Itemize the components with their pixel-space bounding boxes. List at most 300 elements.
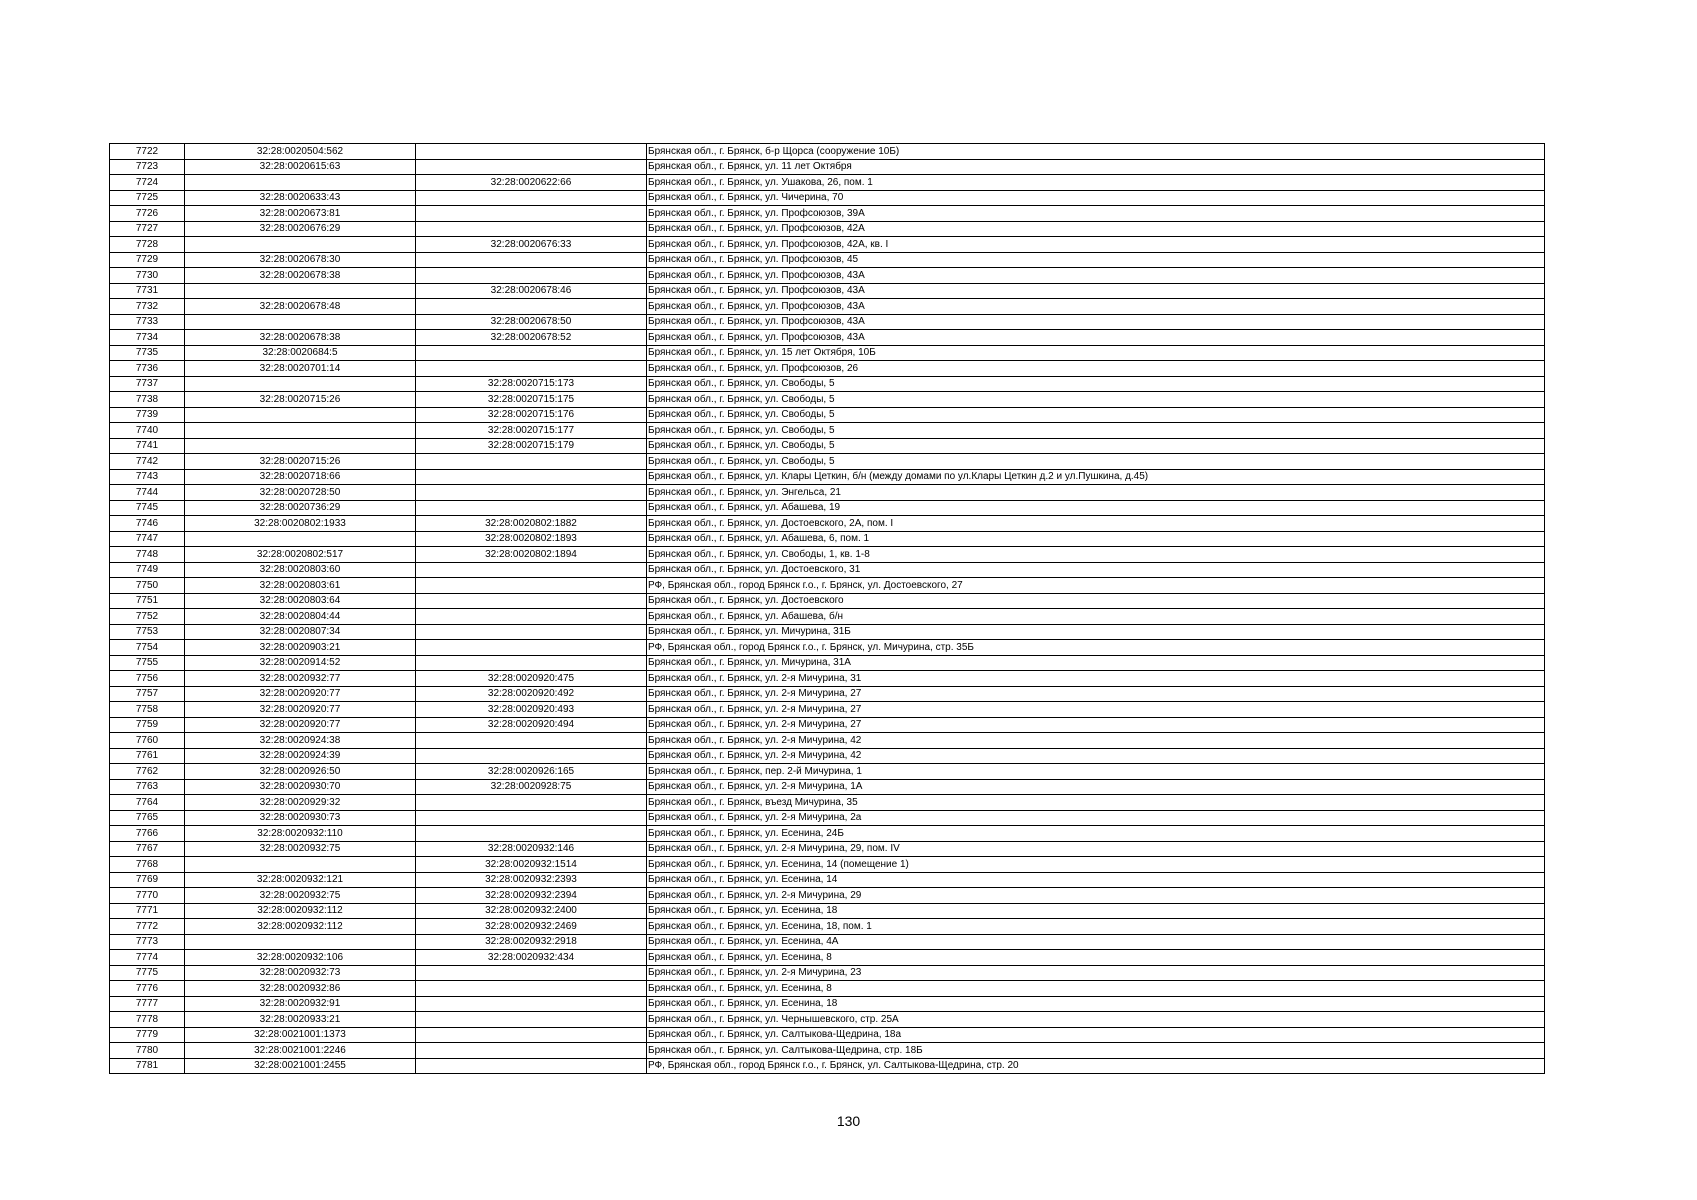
address-cell: Брянская обл., г. Брянск, ул. Энгельса, 21 <box>647 485 1545 501</box>
land-cadastral-number-cell: 32:28:0020932:106 <box>185 950 416 966</box>
object-cadastral-number-cell: 32:28:0020920:475 <box>416 671 647 687</box>
object-cadastral-number-cell: 32:28:0020715:176 <box>416 407 647 423</box>
object-cadastral-number-cell <box>416 159 647 175</box>
land-cadastral-number-cell: 32:28:0020926:50 <box>185 764 416 780</box>
row-number-cell: 7725 <box>110 190 185 206</box>
land-cadastral-number-cell: 32:28:0020914:52 <box>185 655 416 671</box>
row-number-cell: 7769 <box>110 872 185 888</box>
address-cell: Брянская обл., г. Брянск, ул. Есенина, 8 <box>647 950 1545 966</box>
object-cadastral-number-cell <box>416 965 647 981</box>
land-cadastral-number-cell: 32:28:0020929:32 <box>185 795 416 811</box>
object-cadastral-number-cell: 32:28:0020932:2394 <box>416 888 647 904</box>
address-cell: Брянская обл., г. Брянск, б-р Щорса (сооружение 10Б) <box>647 144 1545 160</box>
table-row <box>110 888 1545 904</box>
land-cadastral-number-cell: 32:28:0020932:112 <box>185 919 416 935</box>
row-number-cell: 7750 <box>110 578 185 594</box>
address-cell: Брянская обл., г. Брянск, ул. Свободы, 5 <box>647 407 1545 423</box>
table-row <box>110 500 1545 516</box>
object-cadastral-number-cell <box>416 748 647 764</box>
object-cadastral-number-cell <box>416 469 647 485</box>
object-cadastral-number-cell <box>416 252 647 268</box>
land-cadastral-number-cell: 32:28:0021001:1373 <box>185 1027 416 1043</box>
object-cadastral-number-cell <box>416 485 647 501</box>
row-number-cell: 7746 <box>110 516 185 532</box>
row-number-cell: 7747 <box>110 531 185 547</box>
row-number-cell: 7751 <box>110 593 185 609</box>
land-cadastral-number-cell: 32:28:0020736:29 <box>185 500 416 516</box>
row-number-cell: 7760 <box>110 733 185 749</box>
table-row <box>110 748 1545 764</box>
object-cadastral-number-cell: 32:28:0020932:2469 <box>416 919 647 935</box>
table-row <box>110 485 1545 501</box>
table-row <box>110 764 1545 780</box>
table-row <box>110 919 1545 935</box>
table-row <box>110 144 1545 160</box>
land-cadastral-number-cell: 32:28:0020932:86 <box>185 981 416 997</box>
row-number-cell: 7730 <box>110 268 185 284</box>
row-number-cell: 7732 <box>110 299 185 315</box>
address-cell: Брянская обл., г. Брянск, ул. Достоевского, 31 <box>647 562 1545 578</box>
address-cell: РФ, Брянская обл., город Брянск г.о., г. Брянск, ул. Достоевского, 27 <box>647 578 1545 594</box>
table-row <box>110 190 1545 206</box>
row-number-cell: 7748 <box>110 547 185 563</box>
object-cadastral-number-cell: 32:28:0020932:146 <box>416 841 647 857</box>
row-number-cell: 7781 <box>110 1058 185 1074</box>
row-number-cell: 7749 <box>110 562 185 578</box>
land-cadastral-number-cell <box>185 175 416 191</box>
land-cadastral-number-cell: 32:28:0020802:517 <box>185 547 416 563</box>
land-cadastral-number-cell: 32:28:0020924:38 <box>185 733 416 749</box>
land-cadastral-number-cell: 32:28:0020932:77 <box>185 671 416 687</box>
object-cadastral-number-cell <box>416 454 647 470</box>
land-cadastral-number-cell: 32:28:0020678:38 <box>185 330 416 346</box>
row-number-cell: 7741 <box>110 438 185 454</box>
object-cadastral-number-cell: 32:28:0020676:33 <box>416 237 647 253</box>
object-cadastral-number-cell <box>416 1027 647 1043</box>
table-row <box>110 795 1545 811</box>
table-row <box>110 299 1545 315</box>
table-row <box>110 283 1545 299</box>
object-cadastral-number-cell <box>416 624 647 640</box>
address-cell: Брянская обл., г. Брянск, ул. Профсоюзов, 45 <box>647 252 1545 268</box>
address-cell: Брянская обл., г. Брянск, ул. Профсоюзов, 39А <box>647 206 1545 222</box>
land-cadastral-number-cell: 32:28:0021001:2455 <box>185 1058 416 1074</box>
table-row <box>110 361 1545 377</box>
table-row <box>110 376 1545 392</box>
object-cadastral-number-cell: 32:28:0020932:2400 <box>416 903 647 919</box>
address-cell: Брянская обл., г. Брянск, ул. Свободы, 5 <box>647 438 1545 454</box>
object-cadastral-number-cell: 32:28:0020715:177 <box>416 423 647 439</box>
table-row <box>110 1058 1545 1074</box>
table-row <box>110 810 1545 826</box>
row-number-cell: 7737 <box>110 376 185 392</box>
page-number: 130 <box>836 1113 861 1129</box>
row-number-cell: 7728 <box>110 237 185 253</box>
table-row <box>110 996 1545 1012</box>
object-cadastral-number-cell <box>416 1012 647 1028</box>
row-number-cell: 7738 <box>110 392 185 408</box>
registry-table-body <box>110 144 1545 1074</box>
row-number-cell: 7756 <box>110 671 185 687</box>
address-cell: Брянская обл., г. Брянск, ул. Есенина, 14 (помещение 1) <box>647 857 1545 873</box>
address-cell: Брянская обл., г. Брянск, ул. Чернышевского, стр. 25А <box>647 1012 1545 1028</box>
table-row <box>110 826 1545 842</box>
object-cadastral-number-cell <box>416 345 647 361</box>
land-cadastral-number-cell: 32:28:0020920:77 <box>185 717 416 733</box>
object-cadastral-number-cell: 32:28:0020932:434 <box>416 950 647 966</box>
row-number-cell: 7722 <box>110 144 185 160</box>
land-cadastral-number-cell <box>185 934 416 950</box>
address-cell: РФ, Брянская обл., город Брянск г.о., г. Брянск, ул. Салтыкова-Щедрина, стр. 20 <box>647 1058 1545 1074</box>
address-cell: Брянская обл., г. Брянск, ул. Профсоюзов, 43А <box>647 268 1545 284</box>
object-cadastral-number-cell: 32:28:0020622:66 <box>416 175 647 191</box>
land-cadastral-number-cell <box>185 438 416 454</box>
address-cell: Брянская обл., г. Брянск, ул. Свободы, 5 <box>647 392 1545 408</box>
land-cadastral-number-cell: 32:28:0020803:61 <box>185 578 416 594</box>
table-row <box>110 454 1545 470</box>
table-row <box>110 516 1545 532</box>
address-cell: Брянская обл., г. Брянск, ул. Абашева, 19 <box>647 500 1545 516</box>
table-row <box>110 903 1545 919</box>
row-number-cell: 7763 <box>110 779 185 795</box>
land-cadastral-number-cell: 32:28:0020924:39 <box>185 748 416 764</box>
row-number-cell: 7765 <box>110 810 185 826</box>
address-cell: Брянская обл., г. Брянск, ул. Мичурина, 31Б <box>647 624 1545 640</box>
address-cell: Брянская обл., г. Брянск, ул. Свободы, 5 <box>647 376 1545 392</box>
table-row <box>110 671 1545 687</box>
address-cell: Брянская обл., г. Брянск, ул. 15 лет Октября, 10Б <box>647 345 1545 361</box>
address-cell: Брянская обл., г. Брянск, ул. Есенина, 24Б <box>647 826 1545 842</box>
row-number-cell: 7739 <box>110 407 185 423</box>
land-cadastral-number-cell: 32:28:0020920:77 <box>185 686 416 702</box>
address-cell: Брянская обл., г. Брянск, ул. 2-я Мичурина, 42 <box>647 748 1545 764</box>
land-cadastral-number-cell <box>185 423 416 439</box>
land-cadastral-number-cell: 32:28:0020715:26 <box>185 392 416 408</box>
table-row <box>110 593 1545 609</box>
row-number-cell: 7736 <box>110 361 185 377</box>
row-number-cell: 7753 <box>110 624 185 640</box>
row-number-cell: 7761 <box>110 748 185 764</box>
land-cadastral-number-cell: 32:28:0020932:75 <box>185 888 416 904</box>
table-row <box>110 934 1545 950</box>
object-cadastral-number-cell <box>416 655 647 671</box>
land-cadastral-number-cell: 32:28:0020932:73 <box>185 965 416 981</box>
row-number-cell: 7777 <box>110 996 185 1012</box>
land-cadastral-number-cell: 32:28:0020932:112 <box>185 903 416 919</box>
row-number-cell: 7729 <box>110 252 185 268</box>
address-cell: Брянская обл., г. Брянск, ул. 2-я Мичурина, 2а <box>647 810 1545 826</box>
row-number-cell: 7772 <box>110 919 185 935</box>
registry-table <box>109 143 1545 1074</box>
land-cadastral-number-cell: 32:28:0020932:110 <box>185 826 416 842</box>
land-cadastral-number-cell: 32:28:0020678:30 <box>185 252 416 268</box>
row-number-cell: 7764 <box>110 795 185 811</box>
table-row <box>110 268 1545 284</box>
table-row <box>110 392 1545 408</box>
address-cell: Брянская обл., г. Брянск, ул. 2-я Мичурина, 29 <box>647 888 1545 904</box>
address-cell: Брянская обл., г. Брянск, ул. Профсоюзов, 42А, кв. I <box>647 237 1545 253</box>
address-cell: Брянская обл., г. Брянск, пер. 2-й Мичурина, 1 <box>647 764 1545 780</box>
table-row <box>110 237 1545 253</box>
land-cadastral-number-cell: 32:28:0020932:121 <box>185 872 416 888</box>
object-cadastral-number-cell <box>416 1043 647 1059</box>
row-number-cell: 7779 <box>110 1027 185 1043</box>
object-cadastral-number-cell <box>416 361 647 377</box>
address-cell: Брянская обл., г. Брянск, ул. Клары Цеткин, б/н (между домами по ул.Клары Цеткин д.2 и ул.Пушкина, д.45) <box>647 469 1545 485</box>
table-row <box>110 1027 1545 1043</box>
object-cadastral-number-cell <box>416 609 647 625</box>
table-row <box>110 221 1545 237</box>
address-cell: Брянская обл., г. Брянск, ул. Профсоюзов, 43А <box>647 299 1545 315</box>
row-number-cell: 7744 <box>110 485 185 501</box>
land-cadastral-number-cell: 32:28:0020684:5 <box>185 345 416 361</box>
row-number-cell: 7742 <box>110 454 185 470</box>
row-number-cell: 7759 <box>110 717 185 733</box>
object-cadastral-number-cell <box>416 826 647 842</box>
row-number-cell: 7743 <box>110 469 185 485</box>
object-cadastral-number-cell: 32:28:0020932:2918 <box>416 934 647 950</box>
address-cell: Брянская обл., г. Брянск, ул. Есенина, 18 <box>647 903 1545 919</box>
land-cadastral-number-cell: 32:28:0020930:70 <box>185 779 416 795</box>
address-cell: Брянская обл., г. Брянск, ул. Есенина, 18 <box>647 996 1545 1012</box>
object-cadastral-number-cell: 32:28:0020932:2393 <box>416 872 647 888</box>
table-row <box>110 206 1545 222</box>
table-row <box>110 981 1545 997</box>
table-row <box>110 640 1545 656</box>
object-cadastral-number-cell <box>416 795 647 811</box>
address-cell: Брянская обл., г. Брянск, ул. Достоевского <box>647 593 1545 609</box>
table-row <box>110 1043 1545 1059</box>
table-row <box>110 857 1545 873</box>
land-cadastral-number-cell <box>185 407 416 423</box>
row-number-cell: 7752 <box>110 609 185 625</box>
land-cadastral-number-cell: 32:28:0020718:66 <box>185 469 416 485</box>
table-row <box>110 965 1545 981</box>
object-cadastral-number-cell: 32:28:0020926:165 <box>416 764 647 780</box>
object-cadastral-number-cell: 32:28:0020678:52 <box>416 330 647 346</box>
row-number-cell: 7768 <box>110 857 185 873</box>
table-row <box>110 547 1545 563</box>
object-cadastral-number-cell <box>416 562 647 578</box>
address-cell: Брянская обл., г. Брянск, ул. Свободы, 5 <box>647 454 1545 470</box>
table-row <box>110 872 1545 888</box>
object-cadastral-number-cell <box>416 733 647 749</box>
object-cadastral-number-cell: 32:28:0020920:492 <box>416 686 647 702</box>
land-cadastral-number-cell: 32:28:0020676:29 <box>185 221 416 237</box>
land-cadastral-number-cell: 32:28:0020678:48 <box>185 299 416 315</box>
row-number-cell: 7726 <box>110 206 185 222</box>
row-number-cell: 7776 <box>110 981 185 997</box>
address-cell: Брянская обл., г. Брянск, въезд Мичурина, 35 <box>647 795 1545 811</box>
land-cadastral-number-cell: 32:28:0020715:26 <box>185 454 416 470</box>
address-cell: Брянская обл., г. Брянск, ул. Есенина, 8 <box>647 981 1545 997</box>
table-row <box>110 175 1545 191</box>
address-cell: Брянская обл., г. Брянск, ул. 2-я Мичурина, 27 <box>647 686 1545 702</box>
object-cadastral-number-cell: 32:28:0020802:1882 <box>416 516 647 532</box>
object-cadastral-number-cell: 32:28:0020928:75 <box>416 779 647 795</box>
row-number-cell: 7733 <box>110 314 185 330</box>
table-row <box>110 159 1545 175</box>
land-cadastral-number-cell: 32:28:0020678:38 <box>185 268 416 284</box>
table-row <box>110 407 1545 423</box>
row-number-cell: 7745 <box>110 500 185 516</box>
row-number-cell: 7754 <box>110 640 185 656</box>
land-cadastral-number-cell: 32:28:0021001:2246 <box>185 1043 416 1059</box>
address-cell: Брянская обл., г. Брянск, ул. Достоевского, 2А, пом. I <box>647 516 1545 532</box>
land-cadastral-number-cell: 32:28:0020701:14 <box>185 361 416 377</box>
address-cell: Брянская обл., г. Брянск, ул. Профсоюзов, 43А <box>647 330 1545 346</box>
address-cell: Брянская обл., г. Брянск, ул. 2-я Мичурина, 27 <box>647 702 1545 718</box>
table-row <box>110 609 1545 625</box>
table-row <box>110 841 1545 857</box>
object-cadastral-number-cell: 32:28:0020678:46 <box>416 283 647 299</box>
row-number-cell: 7773 <box>110 934 185 950</box>
land-cadastral-number-cell <box>185 237 416 253</box>
table-row <box>110 733 1545 749</box>
object-cadastral-number-cell <box>416 640 647 656</box>
land-cadastral-number-cell: 32:28:0020932:75 <box>185 841 416 857</box>
address-cell: Брянская обл., г. Брянск, ул. Салтыкова-Щедрина, 18а <box>647 1027 1545 1043</box>
object-cadastral-number-cell: 32:28:0020920:493 <box>416 702 647 718</box>
land-cadastral-number-cell: 32:28:0020504:562 <box>185 144 416 160</box>
land-cadastral-number-cell: 32:28:0020933:21 <box>185 1012 416 1028</box>
table-row <box>110 779 1545 795</box>
row-number-cell: 7727 <box>110 221 185 237</box>
land-cadastral-number-cell: 32:28:0020803:60 <box>185 562 416 578</box>
address-cell: Брянская обл., г. Брянск, ул. Есенина, 4А <box>647 934 1545 950</box>
object-cadastral-number-cell <box>416 500 647 516</box>
table-row <box>110 314 1545 330</box>
object-cadastral-number-cell: 32:28:0020678:50 <box>416 314 647 330</box>
address-cell: Брянская обл., г. Брянск, ул. Профсоюзов, 43А <box>647 314 1545 330</box>
row-number-cell: 7780 <box>110 1043 185 1059</box>
land-cadastral-number-cell: 32:28:0020615:63 <box>185 159 416 175</box>
row-number-cell: 7762 <box>110 764 185 780</box>
row-number-cell: 7723 <box>110 159 185 175</box>
object-cadastral-number-cell: 32:28:0020715:175 <box>416 392 647 408</box>
land-cadastral-number-cell: 32:28:0020728:50 <box>185 485 416 501</box>
address-cell: Брянская обл., г. Брянск, ул. 2-я Мичурина, 1А <box>647 779 1545 795</box>
object-cadastral-number-cell <box>416 810 647 826</box>
object-cadastral-number-cell <box>416 268 647 284</box>
table-row <box>110 624 1545 640</box>
land-cadastral-number-cell: 32:28:0020920:77 <box>185 702 416 718</box>
address-cell: Брянская обл., г. Брянск, ул. 11 лет Октября <box>647 159 1545 175</box>
address-cell: Брянская обл., г. Брянск, ул. 2-я Мичурина, 42 <box>647 733 1545 749</box>
table-row <box>110 950 1545 966</box>
row-number-cell: 7766 <box>110 826 185 842</box>
row-number-cell: 7724 <box>110 175 185 191</box>
object-cadastral-number-cell: 32:28:0020715:179 <box>416 438 647 454</box>
land-cadastral-number-cell: 32:28:0020802:1933 <box>185 516 416 532</box>
land-cadastral-number-cell <box>185 376 416 392</box>
table-row <box>110 717 1545 733</box>
row-number-cell: 7767 <box>110 841 185 857</box>
address-cell: Брянская обл., г. Брянск, ул. Свободы, 5 <box>647 423 1545 439</box>
land-cadastral-number-cell: 32:28:0020807:34 <box>185 624 416 640</box>
address-cell: Брянская обл., г. Брянск, ул. Профсоюзов, 42А <box>647 221 1545 237</box>
address-cell: Брянская обл., г. Брянск, ул. Абашева, б/н <box>647 609 1545 625</box>
table-row <box>110 686 1545 702</box>
land-cadastral-number-cell <box>185 314 416 330</box>
table-row <box>110 562 1545 578</box>
table-row <box>110 469 1545 485</box>
address-cell: РФ, Брянская обл., город Брянск г.о., г. Брянск, ул. Мичурина, стр. 35Б <box>647 640 1545 656</box>
table-row <box>110 330 1545 346</box>
row-number-cell: 7775 <box>110 965 185 981</box>
table-row <box>110 531 1545 547</box>
address-cell: Брянская обл., г. Брянск, ул. Мичурина, 31А <box>647 655 1545 671</box>
address-cell: Брянская обл., г. Брянск, ул. Ушакова, 26, пом. 1 <box>647 175 1545 191</box>
address-cell: Брянская обл., г. Брянск, ул. 2-я Мичурина, 29, пом. IV <box>647 841 1545 857</box>
object-cadastral-number-cell: 32:28:0020920:494 <box>416 717 647 733</box>
object-cadastral-number-cell: 32:28:0020932:1514 <box>416 857 647 873</box>
object-cadastral-number-cell <box>416 996 647 1012</box>
object-cadastral-number-cell: 32:28:0020802:1893 <box>416 531 647 547</box>
row-number-cell: 7778 <box>110 1012 185 1028</box>
table-row <box>110 702 1545 718</box>
object-cadastral-number-cell <box>416 299 647 315</box>
address-cell: Брянская обл., г. Брянск, ул. Есенина, 18, пом. 1 <box>647 919 1545 935</box>
table-row <box>110 423 1545 439</box>
land-cadastral-number-cell: 32:28:0020804:44 <box>185 609 416 625</box>
address-cell: Брянская обл., г. Брянск, ул. 2-я Мичурина, 31 <box>647 671 1545 687</box>
address-cell: Брянская обл., г. Брянск, ул. Есенина, 14 <box>647 872 1545 888</box>
land-cadastral-number-cell: 32:28:0020903:21 <box>185 640 416 656</box>
row-number-cell: 7774 <box>110 950 185 966</box>
table-row <box>110 345 1545 361</box>
land-cadastral-number-cell: 32:28:0020633:43 <box>185 190 416 206</box>
object-cadastral-number-cell <box>416 206 647 222</box>
address-cell: Брянская обл., г. Брянск, ул. 2-я Мичурина, 23 <box>647 965 1545 981</box>
row-number-cell: 7734 <box>110 330 185 346</box>
land-cadastral-number-cell: 32:28:0020932:91 <box>185 996 416 1012</box>
address-cell: Брянская обл., г. Брянск, ул. Профсоюзов, 43А <box>647 283 1545 299</box>
row-number-cell: 7771 <box>110 903 185 919</box>
row-number-cell: 7755 <box>110 655 185 671</box>
land-cadastral-number-cell: 32:28:0020673:81 <box>185 206 416 222</box>
object-cadastral-number-cell <box>416 144 647 160</box>
row-number-cell: 7758 <box>110 702 185 718</box>
address-cell: Брянская обл., г. Брянск, ул. 2-я Мичурина, 27 <box>647 717 1545 733</box>
table-row <box>110 578 1545 594</box>
land-cadastral-number-cell: 32:28:0020930:73 <box>185 810 416 826</box>
object-cadastral-number-cell: 32:28:0020802:1894 <box>416 547 647 563</box>
object-cadastral-number-cell <box>416 221 647 237</box>
object-cadastral-number-cell <box>416 593 647 609</box>
land-cadastral-number-cell <box>185 283 416 299</box>
row-number-cell: 7757 <box>110 686 185 702</box>
address-cell: Брянская обл., г. Брянск, ул. Салтыкова-Щедрина, стр. 18Б <box>647 1043 1545 1059</box>
table-row <box>110 655 1545 671</box>
row-number-cell: 7735 <box>110 345 185 361</box>
object-cadastral-number-cell <box>416 190 647 206</box>
object-cadastral-number-cell <box>416 1058 647 1074</box>
land-cadastral-number-cell: 32:28:0020803:64 <box>185 593 416 609</box>
row-number-cell: 7731 <box>110 283 185 299</box>
object-cadastral-number-cell <box>416 578 647 594</box>
land-cadastral-number-cell <box>185 857 416 873</box>
land-cadastral-number-cell <box>185 531 416 547</box>
object-cadastral-number-cell: 32:28:0020715:173 <box>416 376 647 392</box>
table-row <box>110 252 1545 268</box>
table-row <box>110 1012 1545 1028</box>
address-cell: Брянская обл., г. Брянск, ул. Профсоюзов, 26 <box>647 361 1545 377</box>
row-number-cell: 7770 <box>110 888 185 904</box>
object-cadastral-number-cell <box>416 981 647 997</box>
table-row <box>110 438 1545 454</box>
address-cell: Брянская обл., г. Брянск, ул. Абашева, 6, пом. 1 <box>647 531 1545 547</box>
